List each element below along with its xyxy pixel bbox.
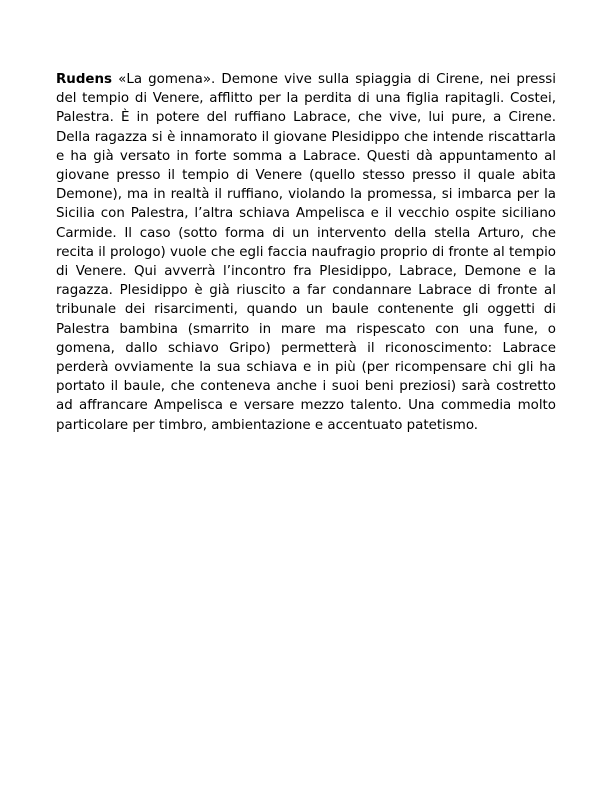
play-title: Rudens — [56, 72, 113, 87]
paragraph-text: «La gomena». Demone vive sulla spiaggia di Cirene, nei pressi del tempio di Venere, afflitto per la perdita di una figlia rapitagli. Costei, Palestra. È in potere del ruffiano Labrace, che vive, lui pure, a Cirene. Della ragazza si è innamorato il giovane Plesidippo che intende riscattarla e ha già versato in forte somma a Labrace. Questi dà appuntamento al giovane presso il tempio di Venere (quello stesso presso il quale abita Demone), ma in realtà il ruffiano, violando la promessa, si imbarca per la Sicilia con Palestra, l’altra schiava Ampelisca e il vecchio ospite siciliano Carmide. Il caso (sotto forma di un intervento della stella Arturo, che recita il prologo) vuole che egli faccia naufragio proprio di fronte al tempio di Venere. Qui avverrà l’incontro fra Plesidippo, Labrace, Demone e la ragazza. Plesidippo è già riuscito a far condannare Labrace di fronte al tribunale dei risarcimenti, quando un baule contenente gli oggetti di Palestra bambina (smarrito in mare ma rispescato con una fune, o gomena, dallo schiavo Gripo) permetterà il riconoscimento: Labrace perderà ovviamente la sua schiava e in più (per ricompensare chi gli ha portato il baule, che conteneva anche i suoi beni preziosi) sarà costretto ad affrancare Ampelisca e versare mezzo talento. Una commedia molto particolare per timbro, ambientazione e accentuato patetismo. — [56, 72, 556, 433]
summary-paragraph — [56, 70, 556, 435]
